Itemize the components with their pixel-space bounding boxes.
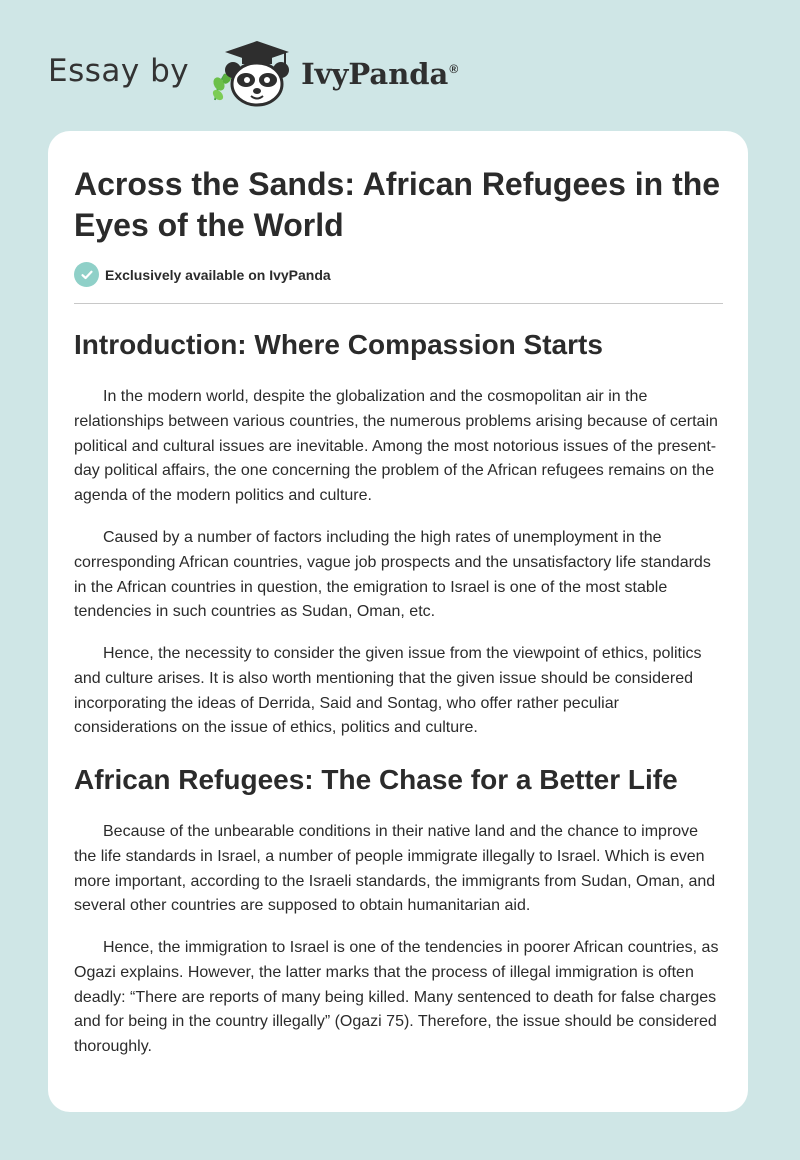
badge-label: Exclusively available on IvyPanda — [105, 266, 331, 283]
article-card — [48, 131, 748, 1112]
paragraph: Because of the unbearable conditions in their native land and the chance to improve the life standards in Israel, a number of people immigrate illegally to Israel. Which is even more important, according to the Israeli standards, the immigrants from Sudan, Oman, and several other countries are supposed to obtain humanitarian aid. — [74, 823, 716, 915]
paragraph: Hence, the necessity to consider the given issue from the viewpoint of ethics, politics and culture arises. It is also worth mentioning that the given issue should be considered incorporating the ideas of Derrida, Said and Sontag, who offer rather peculiar considerations on the issue of ethics, politics and culture. — [74, 645, 702, 737]
site-logo[interactable] — [48, 38, 458, 108]
paragraph: In the modern world, despite the globalization and the cosmopolitan air in the relationships between various countries, the numerous problems arising because of certain political and cultural issues are inevitable. Among the most notorious issues of the present-day political affairs, the one concerning the problem of the African refugees remains on the agenda of the modern politics and culture. — [74, 388, 718, 505]
brand-name-text: IvyPanda — [301, 57, 449, 91]
panda-logo-icon — [205, 38, 297, 108]
section-heading: Introduction: Where Compassion Starts — [74, 329, 603, 360]
section-heading: African Refugees: The Chase for a Better Life — [74, 764, 678, 795]
check-icon — [74, 262, 99, 287]
paragraph: Caused by a number of factors including the high rates of unemployment in the corresponding African countries, vague job prospects and the unsatisfactory life standards in the African countries in question, the emigration to Israel is one of the most stable tendencies in such countries as Sudan, Oman, etc. — [74, 529, 711, 621]
paragraph: Hence, the immigration to Israel is one of the tendencies in poorer African countries, as Ogazi explains. However, the latter marks that the process of illegal immigration is often deadly: “There are reports of many being killed. Many sentenced to death for false charges and for being in the country illegally” (Ogazi 75). Therefore, the issue should be considered thoroughly. — [74, 939, 719, 1056]
brand-name — [301, 57, 458, 91]
registered-mark: ® — [449, 62, 459, 77]
divider — [74, 303, 723, 304]
brand-prefix: Essay by — [48, 53, 190, 89]
exclusive-badge — [74, 262, 331, 287]
article-title: Across the Sands: African Refugees in the Eyes of the World — [74, 166, 721, 243]
